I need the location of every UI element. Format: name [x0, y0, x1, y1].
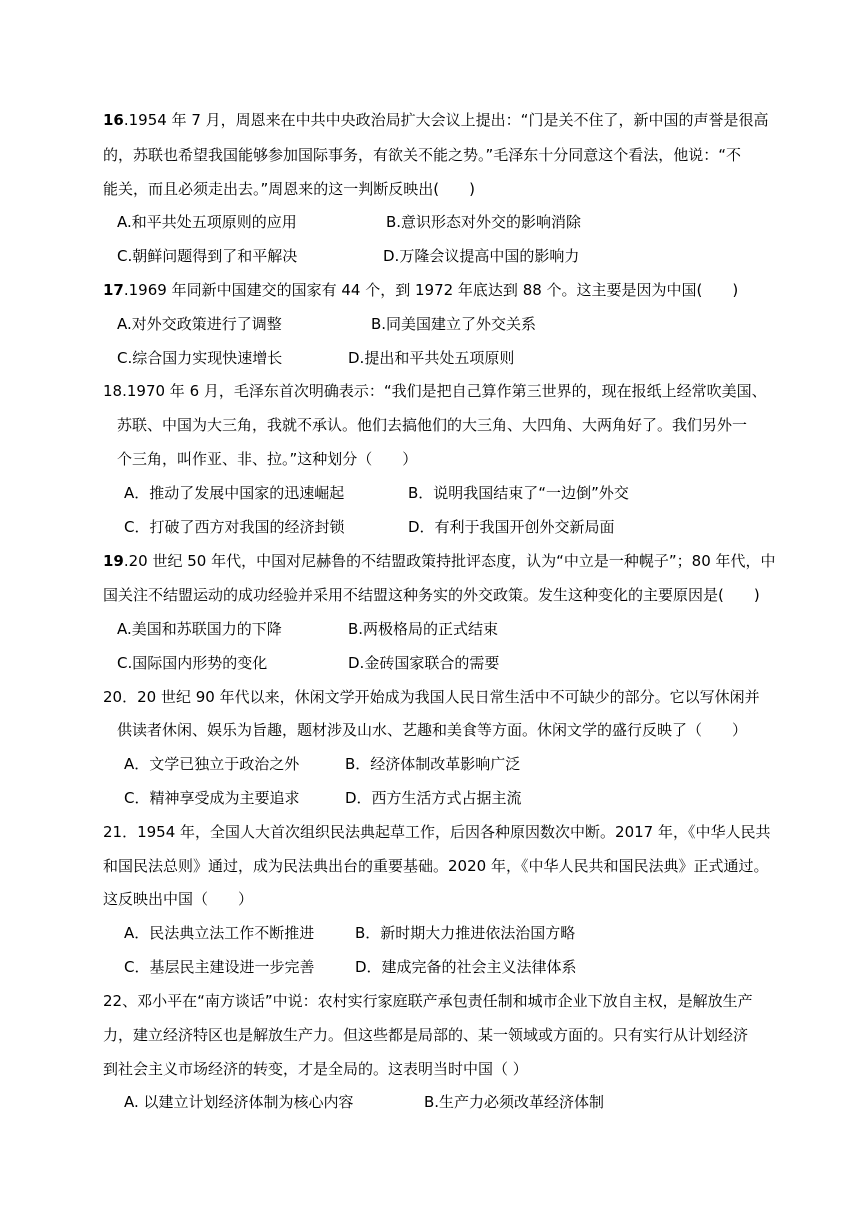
question-number: 22、 — [103, 992, 138, 1010]
option-b[interactable]: B.意识形态对外交的影响消除 — [386, 213, 582, 231]
question-stem-line: 苏联、中国为大三角，我就不承认。他们去搞他们的大三角、大四角、大两角好了。我们另外一 — [117, 416, 748, 434]
option-b[interactable]: B.生产力必须改革经济体制 — [424, 1093, 605, 1111]
option-d[interactable]: D．西方生活方式占据主流 — [345, 789, 522, 807]
question-stem-line: 能关，而且必须走出去。”周恩来的这一判断反映出( ) — [103, 180, 475, 198]
question-stem-line: 20．20 世纪 90 年代以来，休闲文学开始成为我国人民日常生活中不可缺少的部分。它以写休闲并 — [103, 688, 760, 706]
option-d[interactable]: D.金砖国家联合的需要 — [348, 654, 500, 672]
option-a[interactable]: A.美国和苏联国力的下降 — [117, 620, 282, 638]
option-c[interactable]: C.国际国内形势的变化 — [117, 654, 268, 672]
question-stem-line: 16.1954 年 7 月，周恩来在中共中央政治局扩大会议上提出：“门是关不住了，新中国的声誉是很高 — [103, 111, 769, 129]
option-a[interactable]: A．文学已独立于政治之外 — [124, 755, 300, 773]
question-number: 18. — [103, 382, 127, 400]
option-a[interactable]: A.和平共处五项原则的应用 — [117, 213, 297, 231]
question-stem-line: 个三角，叫作亚、非、拉。”这种划分（ ） — [117, 450, 418, 468]
option-b[interactable]: B．新时期大力推进依法治国方略 — [355, 924, 576, 942]
option-d[interactable]: D.万隆会议提高中国的影响力 — [383, 247, 580, 265]
option-c[interactable]: C．基层民主建设进一步完善 — [124, 958, 315, 976]
option-c[interactable]: C．打破了西方对我国的经济封锁 — [124, 518, 345, 536]
question-stem-line: 17.1969 年同新中国建交的国家有 44 个，到 1972 年底达到 88 个。这主要是因为中国( ) — [103, 281, 739, 299]
question-number: 19 — [103, 552, 124, 570]
question-stem-line: 供读者休闲、娱乐为旨趣，题材涉及山水、艺趣和美食等方面。休闲文学的盛行反映了（ ） — [117, 721, 748, 739]
option-a[interactable]: A．民法典立法工作不断推进 — [124, 924, 315, 942]
question-stem-line: 这反映出中国（ ） — [103, 890, 254, 908]
question-stem-line: 和国民法总则》通过，成为民法典出台的重要基础。2020 年，《中华人民共和国民法典》正式通过。 — [103, 857, 769, 875]
option-d[interactable]: D.提出和平共处五项原则 — [348, 349, 515, 367]
question-stem-line: 到社会主义市场经济的转变，才是全局的。这表明当时中国（ ） — [103, 1060, 528, 1078]
option-c[interactable]: C.朝鲜问题得到了和平解决 — [117, 247, 298, 265]
question-number: 16 — [103, 111, 124, 129]
question-stem-line: 的，苏联也希望我国能够参加国际事务，有欲关不能之势。”毛泽东十分同意这个看法，他说：“不 — [103, 146, 742, 164]
question-stem-line: 19.20 世纪 50 年代，中国对尼赫鲁的不结盟政策持批评态度，认为“中立是一种幌子”；80 年代，中 — [103, 552, 776, 570]
question-stem-line: 22、邓小平在“南方谈话”中说：农村实行家庭联产承包责任制和城市企业下放自主权，是解放生产 — [103, 992, 753, 1010]
option-a[interactable]: A. 以建立计划经济体制为核心内容 — [124, 1093, 354, 1111]
question-stem-line: 力，建立经济特区也是解放生产力。但这些都是局部的、某一领域或方面的。只有实行从计划经济 — [103, 1026, 749, 1044]
question-stem-line: 18.1970 年 6 月，毛泽东首次明确表示：“我们是把自己算作第三世界的，现在报纸上经常吹美国、 — [103, 382, 767, 400]
option-c[interactable]: C．精神享受成为主要追求 — [124, 789, 300, 807]
option-a[interactable]: A．推动了发展中国家的迅速崛起 — [124, 484, 345, 502]
question-number: 21． — [103, 823, 138, 841]
option-d[interactable]: D．建成完备的社会主义法律体系 — [355, 958, 577, 976]
option-d[interactable]: D．有利于我国开创外交新局面 — [408, 518, 615, 536]
option-b[interactable]: B.两极格局的正式结束 — [348, 620, 499, 638]
question-number: 20． — [103, 688, 138, 706]
option-b[interactable]: B．说明我国结束了“一边倒”外交 — [408, 484, 629, 502]
option-a[interactable]: A.对外交政策进行了调整 — [117, 315, 282, 333]
option-b[interactable]: B．经济体制改革影响广泛 — [345, 755, 521, 773]
question-number: 17 — [103, 281, 124, 299]
question-stem-line: 21．1954 年，全国人大首次组织民法典起草工作，后因各种原因数次中断。2017 年，《中华人民共 — [103, 823, 771, 841]
option-c[interactable]: C.综合国力实现快速增长 — [117, 349, 283, 367]
option-b[interactable]: B.同美国建立了外交关系 — [371, 315, 537, 333]
question-stem-line: 国关注不结盟运动的成功经验并采用不结盟这种务实的外交政策。发生这种变化的主要原因是( ) — [103, 586, 760, 604]
